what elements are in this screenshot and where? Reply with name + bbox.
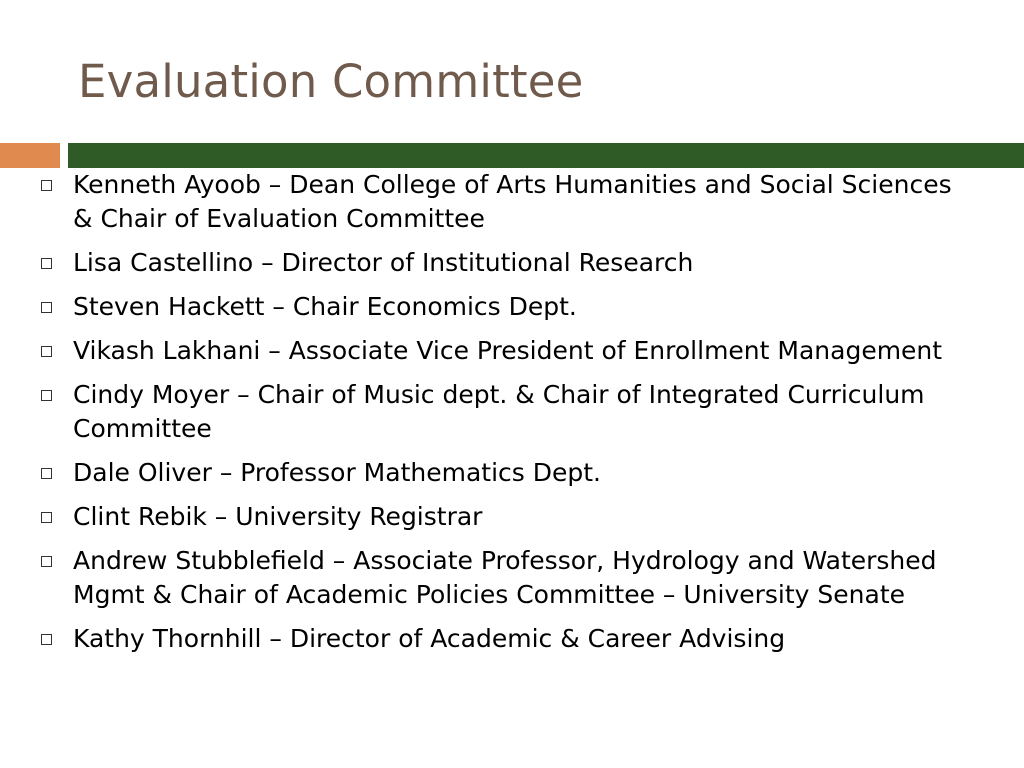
list-item [36, 246, 976, 280]
square-bullet-icon [41, 512, 52, 523]
member-text: Kenneth Ayoob – Dean College of Arts Humanities and Social Sciences & Chair of Evaluation Committee [73, 170, 952, 233]
list-item [36, 334, 976, 368]
square-bullet-icon [41, 390, 52, 401]
member-text: Lisa Castellino – Director of Institutional Research [73, 248, 694, 277]
member-text: Vikash Lakhani – Associate Vice President of Enrollment Management [73, 336, 943, 365]
member-text: Steven Hackett – Chair Economics Dept. [73, 292, 577, 321]
list-item [36, 168, 976, 236]
square-bullet-icon [41, 302, 52, 313]
list-item [36, 500, 976, 534]
list-item [36, 456, 976, 490]
square-bullet-icon [41, 346, 52, 357]
member-text: Clint Rebik – University Registrar [73, 502, 483, 531]
square-bullet-icon [41, 468, 52, 479]
member-text: Andrew Stubblefield – Associate Professor, Hydrology and Watershed Mgmt & Chair of Academic Policies Committee – University Senate [73, 546, 937, 609]
green-title-band [68, 143, 1024, 168]
list-item [36, 290, 976, 324]
square-bullet-icon [41, 634, 52, 645]
list-item [36, 378, 976, 446]
square-bullet-icon [41, 180, 52, 191]
orange-accent-bar [0, 143, 60, 168]
list-item [36, 622, 976, 656]
member-text: Dale Oliver – Professor Mathematics Dept. [73, 458, 601, 487]
square-bullet-icon [41, 258, 52, 269]
slide-title: Evaluation Committee [78, 55, 584, 108]
member-text: Kathy Thornhill – Director of Academic & Career Advising [73, 624, 786, 653]
committee-member-list [36, 168, 976, 656]
square-bullet-icon [41, 556, 52, 567]
member-text: Cindy Moyer – Chair of Music dept. & Chair of Integrated Curriculum Committee [73, 380, 925, 443]
list-item [36, 544, 976, 612]
